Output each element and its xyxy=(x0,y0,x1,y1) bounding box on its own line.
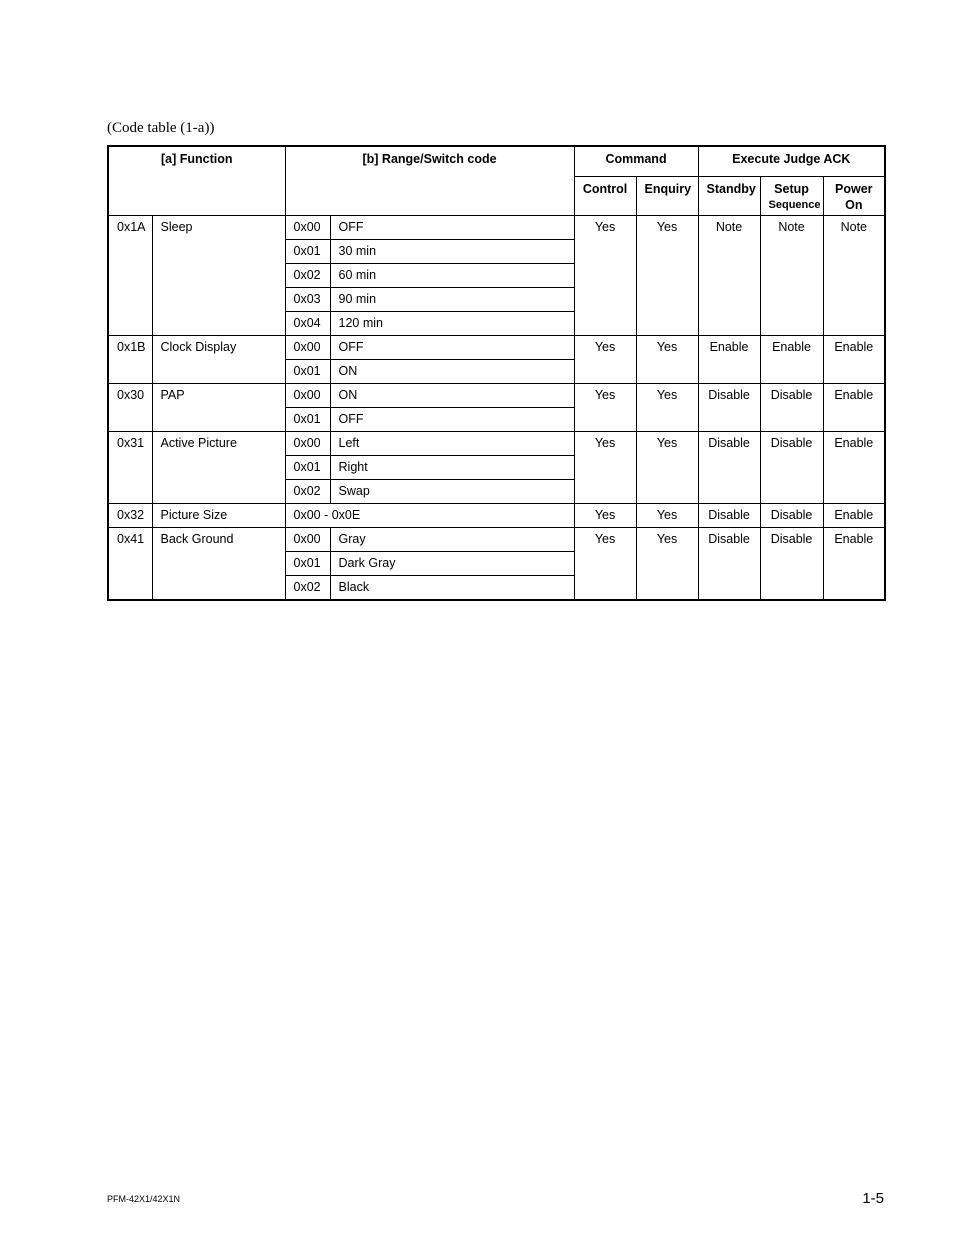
switch-label: OFF xyxy=(330,336,574,360)
switch-code: 0x00 xyxy=(285,384,330,408)
switch-code: 0x01 xyxy=(285,360,330,384)
table-body xyxy=(108,216,885,601)
switch-code: 0x02 xyxy=(285,264,330,288)
table-caption: (Code table (1-a)) xyxy=(107,120,215,136)
power-on-value: Enable xyxy=(823,336,885,384)
table-row xyxy=(108,528,885,552)
switch-code: 0x03 xyxy=(285,288,330,312)
enquiry-value: Yes xyxy=(636,336,698,384)
function-code: 0x1B xyxy=(108,336,152,384)
header-command: Command xyxy=(574,146,698,177)
switch-label: 30 min xyxy=(330,240,574,264)
range-value: 0x00 - 0x0E xyxy=(285,504,574,528)
code-table xyxy=(107,145,886,601)
table-row xyxy=(108,336,885,360)
standby-value: Disable xyxy=(698,528,760,601)
function-code: 0x30 xyxy=(108,384,152,432)
header-standby: Standby xyxy=(698,177,760,216)
switch-code: 0x02 xyxy=(285,480,330,504)
switch-label: ON xyxy=(330,360,574,384)
table-row xyxy=(108,384,885,408)
header-range: [b] Range/Switch code xyxy=(285,146,574,216)
table-row xyxy=(108,216,885,240)
setup-sequence-value: Disable xyxy=(760,384,823,432)
switch-label: 90 min xyxy=(330,288,574,312)
control-value: Yes xyxy=(574,216,636,336)
setup-sequence-value: Disable xyxy=(760,504,823,528)
standby-value: Disable xyxy=(698,504,760,528)
switch-label: 60 min xyxy=(330,264,574,288)
function-name: Sleep xyxy=(152,216,285,336)
function-name: Picture Size xyxy=(152,504,285,528)
standby-value: Disable xyxy=(698,432,760,504)
switch-label: Gray xyxy=(330,528,574,552)
switch-label: Black xyxy=(330,576,574,601)
power-on-value: Enable xyxy=(823,384,885,432)
control-value: Yes xyxy=(574,432,636,504)
switch-label: Swap xyxy=(330,480,574,504)
function-code: 0x41 xyxy=(108,528,152,601)
switch-label: OFF xyxy=(330,216,574,240)
header-control: Control xyxy=(574,177,636,216)
function-code: 0x1A xyxy=(108,216,152,336)
setup-sequence-value: Note xyxy=(760,216,823,336)
switch-code: 0x00 xyxy=(285,216,330,240)
switch-label: 120 min xyxy=(330,312,574,336)
function-name: Clock Display xyxy=(152,336,285,384)
setup-sequence-value: Disable xyxy=(760,528,823,601)
function-code: 0x32 xyxy=(108,504,152,528)
function-code: 0x31 xyxy=(108,432,152,504)
header-setup: Setup xyxy=(774,182,809,196)
switch-label: ON xyxy=(330,384,574,408)
standby-value: Disable xyxy=(698,384,760,432)
header-on: On xyxy=(845,198,863,212)
function-name: PAP xyxy=(152,384,285,432)
table-row xyxy=(108,504,885,528)
switch-code: 0x01 xyxy=(285,408,330,432)
header-execute-judge-ack: Execute Judge ACK xyxy=(698,146,885,177)
enquiry-value: Yes xyxy=(636,432,698,504)
standby-value: Note xyxy=(698,216,760,336)
header-sequence: Sequence xyxy=(768,199,821,211)
switch-label: Right xyxy=(330,456,574,480)
switch-label: Dark Gray xyxy=(330,552,574,576)
page-number: 1-5 xyxy=(862,1190,884,1207)
switch-code: 0x01 xyxy=(285,456,330,480)
switch-label: OFF xyxy=(330,408,574,432)
setup-sequence-value: Enable xyxy=(760,336,823,384)
control-value: Yes xyxy=(574,528,636,601)
enquiry-value: Yes xyxy=(636,216,698,336)
switch-code: 0x01 xyxy=(285,552,330,576)
header-power-on xyxy=(823,177,885,216)
footer-model: PFM-42X1/42X1N xyxy=(107,1194,181,1204)
control-value: Yes xyxy=(574,384,636,432)
enquiry-value: Yes xyxy=(636,384,698,432)
control-value: Yes xyxy=(574,336,636,384)
header-enquiry: Enquiry xyxy=(636,177,698,216)
table-row xyxy=(108,432,885,456)
switch-label: Left xyxy=(330,432,574,456)
switch-code: 0x00 xyxy=(285,432,330,456)
control-value: Yes xyxy=(574,504,636,528)
setup-sequence-value: Disable xyxy=(760,432,823,504)
header-power: Power xyxy=(835,182,873,196)
enquiry-value: Yes xyxy=(636,528,698,601)
enquiry-value: Yes xyxy=(636,504,698,528)
switch-code: 0x01 xyxy=(285,240,330,264)
switch-code: 0x04 xyxy=(285,312,330,336)
function-name: Back Ground xyxy=(152,528,285,601)
power-on-value: Note xyxy=(823,216,885,336)
function-name: Active Picture xyxy=(152,432,285,504)
switch-code: 0x00 xyxy=(285,336,330,360)
switch-code: 0x00 xyxy=(285,528,330,552)
standby-value: Enable xyxy=(698,336,760,384)
header-setup-sequence xyxy=(760,177,823,216)
switch-code: 0x02 xyxy=(285,576,330,601)
header-function: [a] Function xyxy=(108,146,285,216)
power-on-value: Enable xyxy=(823,504,885,528)
power-on-value: Enable xyxy=(823,432,885,504)
power-on-value: Enable xyxy=(823,528,885,601)
